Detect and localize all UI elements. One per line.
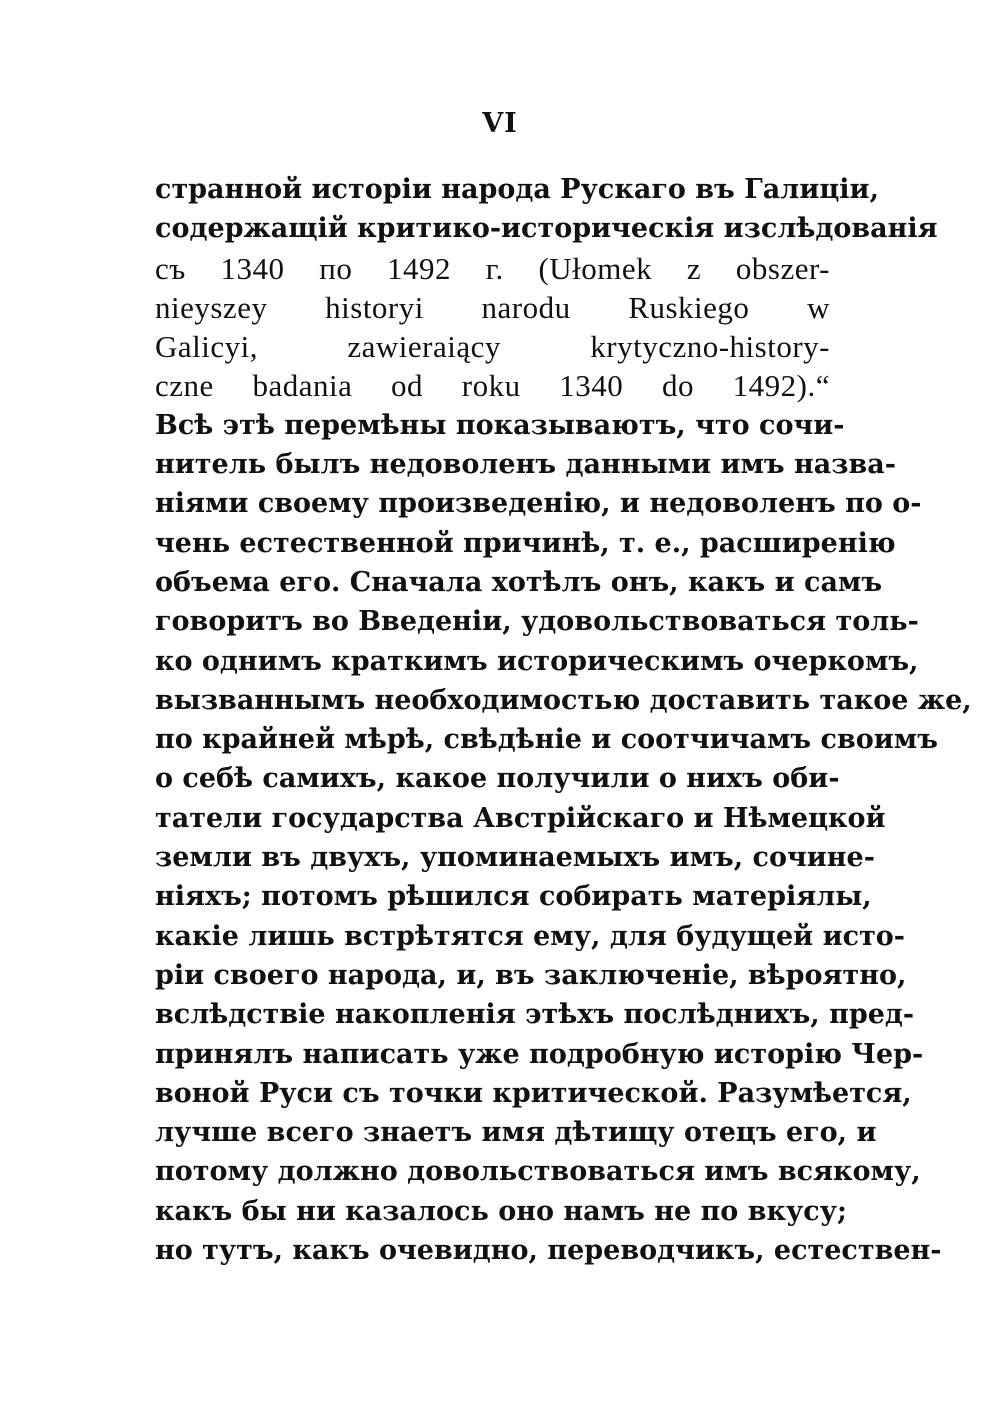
text-line: лучше всего знаетъ имя дѣтищу отецъ его, и [155,1117,877,1149]
text-line: ніями своему произведенію, и недоволенъ по о- [155,488,922,520]
text-line: czne badania od roku 1340 do 1492).“ [155,368,830,404]
text-line: ко однимъ краткимъ историческимъ очеркомъ, [155,645,919,677]
text-line: по крайней мѣрѣ, свѣдѣніе и соотчичамъ своимъ [155,724,938,756]
text-line: нитель былъ недоволенъ данными имъ назва- [155,449,896,481]
text-line: вызваннымъ необходимостью доставить такое же, [155,684,972,716]
text-line: о себѣ самихъ, какое получили о нихъ оби- [155,763,840,795]
text-line: вслѣдствіе накопленія этѣхъ послѣднихъ, пред- [155,999,915,1031]
text-line: Всѣ этѣ перемѣны показываютъ, что сочи- [155,409,845,441]
text-line: воной Руси съ точки критической. Разумѣется, [155,1077,912,1109]
text-line: nieyszey historyi narodu Ruskiego w [155,289,830,325]
text-line: ніяхъ; потомъ рѣшился собирать матеріялы, [155,881,872,913]
text-line: чень естественной причинѣ, т. е., расширенію [155,527,896,559]
text-line: какіе лишь встрѣтятся ему, для будущей исто- [155,920,906,952]
text-line: съ 1340 по 1492 г. (Ułomek z obszer- [155,250,830,286]
text-line: принялъ написать уже подробную исторію Чер- [155,1038,924,1070]
text-line: объема его. Сначала хотѣлъ онъ, какъ и самъ [155,566,883,598]
text-line: ріи своего народа, и, въ заключеніе, вѣроятно, [155,959,907,991]
body-text [155,170,972,1270]
text-line: земли въ двухъ, упоминаемыхъ имъ, сочине- [155,842,875,874]
text-line: но тутъ, какъ очевидно, переводчикъ, естествен- [155,1235,942,1267]
text-line: Galicyi, zawieraiący krytyczno-history- [155,329,830,365]
text-line: странной исторіи народа Рускаго въ Галиціи, [155,174,879,205]
text-line: какъ бы ни казалось оно намъ не по вкусу; [155,1195,847,1227]
text-line: говоритъ во Введеніи, удовольствоваться толь- [155,606,919,638]
text-line: потому должно довольствоваться имъ всякому, [155,1156,921,1188]
page-number: VI [482,108,518,139]
text-line: содержащій критико-историческія изслѣдованія [155,213,938,245]
text-line: татели государства Австрійскаго и Нѣмецкой [155,802,886,834]
